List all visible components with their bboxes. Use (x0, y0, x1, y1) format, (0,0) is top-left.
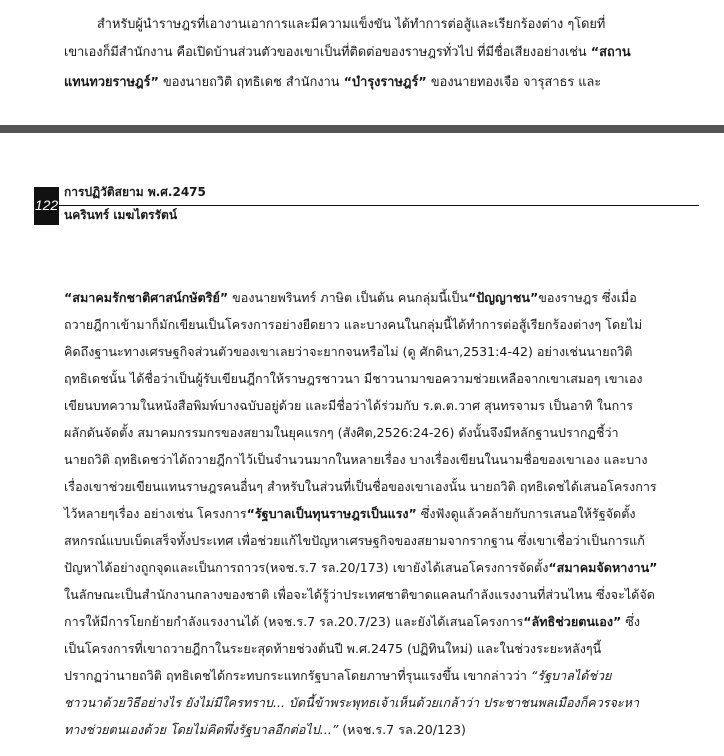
body-line-15: ปรากฏว่านายถวิติ ฤทธิเดชได้กระทบกระแทกรัฐบาลโดยภาษาที่รุนแรงขึ้น เขากล่าวว่า “รัฐบาลได้ช่วย (64, 668, 612, 683)
body-line-8: เรื่องเขาช่วยเขียนแทนราษฎรคนอื่นๆ สำหรับในส่วนที่เป็นชื่อของเขาเองนั้น นายถวิติ ฤทธิเดชได้เสนอโครงการ (64, 479, 657, 494)
book-author: นครินทร์ เมฆไตรรัตน์ (64, 208, 178, 222)
body-line-5: เขียนบทความในหนังสือพิมพ์บางฉบับอยู่ด้วย และมีชื่อว่าได้ร่วมกับ ร.ต.ต.วาศ สุนทรจามร เป็นอาทิ ในการ (64, 398, 634, 413)
body-line-16: ชาวนาด้วยวิธีอย่างไร ยังไม่มีใครทราบ... บัดนี้ข้าพระพุทธเจ้าเห็นด้วยเกล้าว่า ประชาชนพลเมืองก็ควรจะหา (64, 695, 640, 710)
body-line-3: คิดถึงฐานะทางเศรษฐกิจส่วนตัวของเขาเลยว่าจะยากจนหรือไม่ (ดู ศักดินา,2531:4-42) อย่างเช่นนายถวิติ (64, 344, 633, 359)
body-line-7: นายถวิติ ฤทธิเดชว่าได้ถวายฎีกาไว้เป็นจำนวนมากในหลายเรื่อง บางเรื่องเขียนในนามชื่อของเขาเอง และบาง (64, 452, 648, 467)
page-divider (0, 125, 724, 133)
body-line-11: ปัญหาได้อย่างถูกจุดและเป็นการถาวร(หจช.ร.7 รล.20/173) เขายังได้เสนอโครงการจัดตั้ง“สมาคมจัดหางาน” (64, 560, 658, 575)
page-number: 122 (34, 197, 59, 213)
body-line-17: ทางช่วยตนเองด้วย โดยไม่คิดพึ่งรัฐบาลอีกต่อไป...” (หจช.ร.7 รล.20/123) (64, 722, 466, 737)
body-line-4: ฤทธิเดชนั้น ได้ชื่อว่าเป็นผู้รับเขียนฎีกาให้ราษฎรชาวนา มีชาวนามาขอความช่วยเหลือจากเขาเสมอๆ เขาเอง (64, 371, 643, 386)
body-line-1: “สมาคมรักชาติศาสน์กษัตริย์” ของนายพรินทร์ ภาษิต เป็นต้น คนกลุ่มนี้เป็น“ปัญญาชน”ของราษฎร ซึ่งเมื่อ (64, 290, 637, 305)
prev-line-2: เขาเองก็มีสำนักงาน คือเปิดบ้านส่วนตัวของเขาเป็นที่ติดต่อของราษฎรทั่วไป ที่มีชื่อเสียงอย่างเช่น “สถาน (64, 45, 631, 60)
body-line-13: การให้มีการโยกย้ายกำลังแรงงานได้ (หจช.ร.7 รล.20.7/23) และยังได้เสนอโครงการ“ลัทธิช่วยตนเอง” ซึ่ง (64, 614, 640, 629)
prev-line-3: แทนทวยราษฎร์” ของนายถวิติ ฤทธิเดช สำนักงาน “บำรุงราษฎร์” ของนายทองเจือ จารุสาธร และ (64, 75, 602, 90)
body-line-6: ผลักดันจัดตั้ง สมาคมกรรมกรของสยามในยุคแรกๆ (สังศิต,2526:24-26) ดังนั้นจึงมีหลักฐานปรากฏชี้ว่า (64, 425, 619, 440)
body-line-14: เป็นโครงการที่เขาถวายฎีกาในระยะสุดท้ายช่วงต้นปี พ.ศ.2475 (ปฏิทินใหม่) และในช่วงระยะหลังๆนี้ (64, 641, 602, 656)
book-title: การปฏิวัติสยาม พ.ศ.2475 (64, 185, 206, 199)
header-rule (59, 205, 699, 206)
body-line-10: สหกรณ์แบบเบ็ดเสร็จทั้งประเทศ เพื่อช่วยแก้ไขปัญหาเศรษฐกิจของสยามจากรากฐาน ซึ่งเขาเชื่อว่าเป็นการแก้ (64, 533, 645, 548)
body-line-9: ไว้หลายๆเรื่อง อย่างเช่น โครงการ“รัฐบาลเป็นทุนราษฎรเป็นแรง” ซึ่งฟังดูแล้วคล้ายกับการเสนอให้รัฐจัดตั้ง (64, 506, 636, 521)
body-line-12: ในลักษณะเป็นสำนักงานกลางของชาติ เพื่อจะได้รู้ว่าประเทศชาติขาดแคลนกำลังแรงงานที่ส่วนไหน ซึ่งจะได้จัด (64, 587, 655, 602)
body-line-2: ถวายฎีกาเข้ามาก็มักเขียนเป็นโครงการอย่างยืดยาว และบางคนในกลุ่มนี้ได้ทำการต่อสู้เรียกร้องต่างๆ โดยไม่ (64, 317, 643, 332)
prev-line-1: สำหรับผู้นำราษฎรที่เอางานเอาการและมีความแข็งขัน ได้ทำการต่อสู้และเรียกร้องต่าง ๆโดยที่ (97, 17, 606, 32)
